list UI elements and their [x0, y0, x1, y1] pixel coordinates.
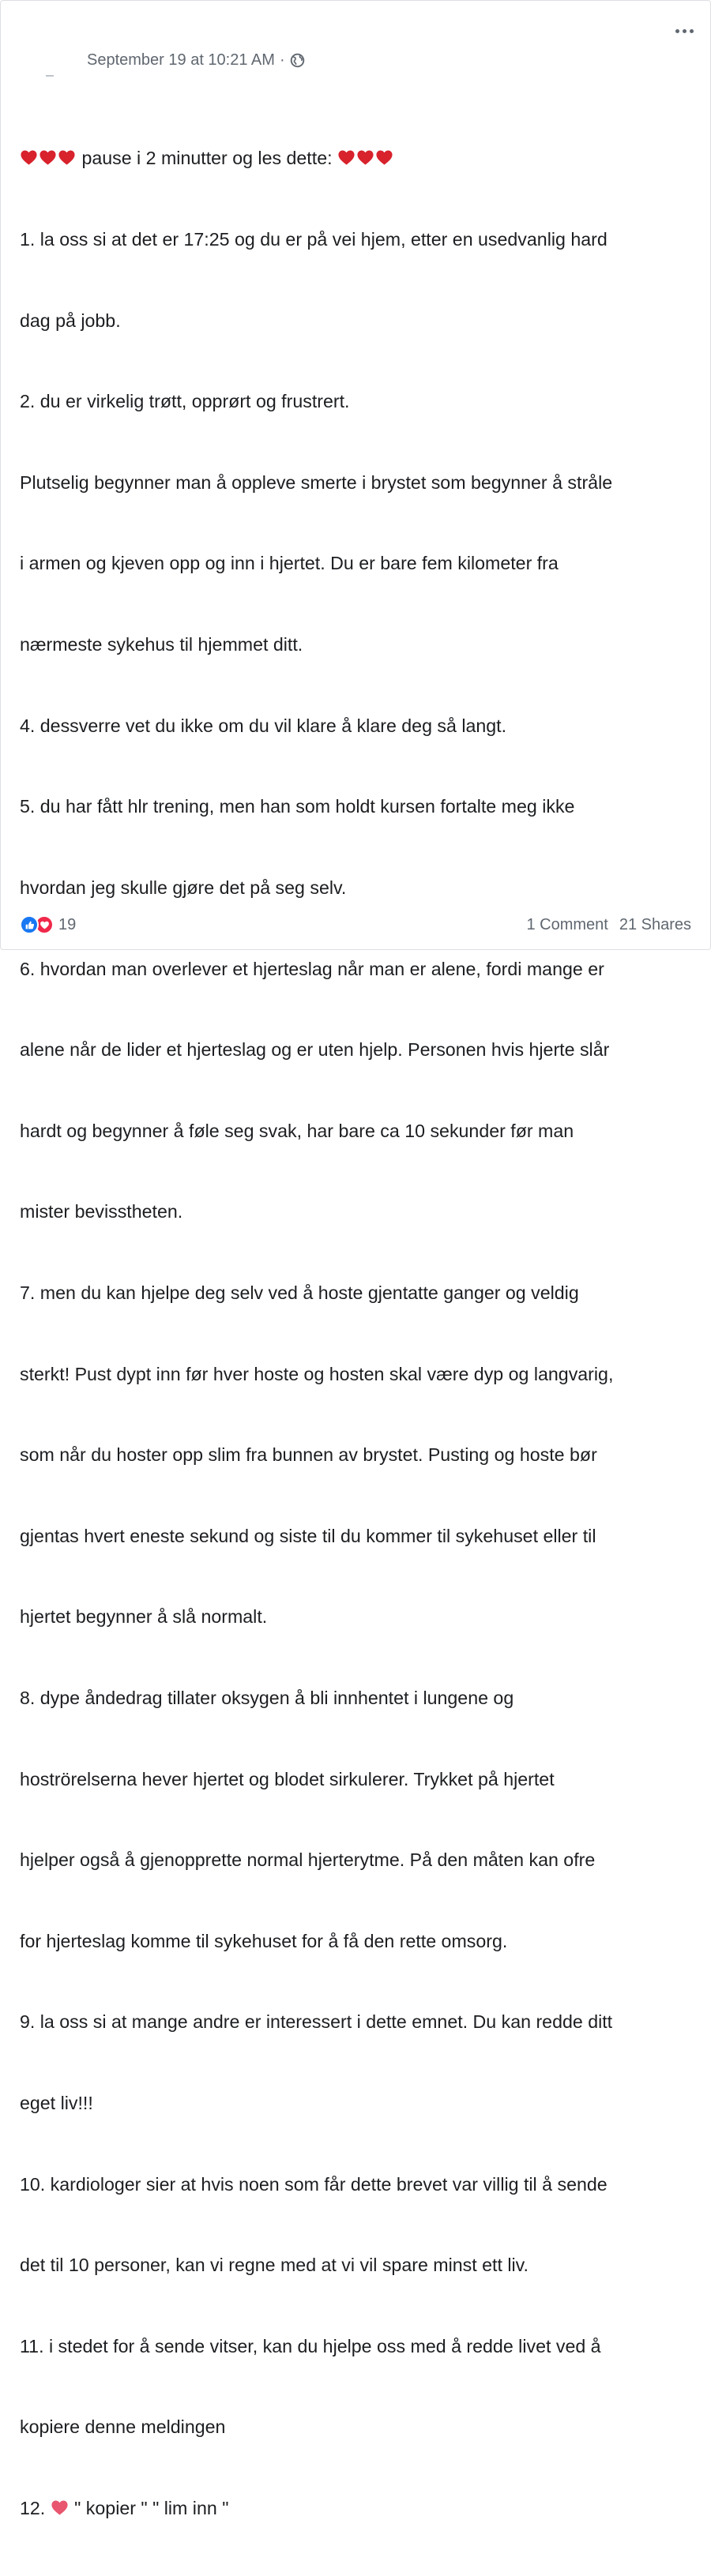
engagement-stats	[526, 916, 691, 934]
post-line: dag på jobb.	[20, 310, 121, 331]
more-options-icon[interactable]	[671, 21, 698, 40]
post-line: sterkt! Pust dypt inn før hver hoste og hosten skal være dyp og langvarig,	[20, 1363, 614, 1384]
post-line: mister bevisstheten.	[20, 1201, 183, 1222]
shares-link[interactable]: 21 Shares	[619, 915, 691, 933]
post-line: 2. du er virkelig trøtt, opprørt og frustrert.	[20, 391, 350, 412]
post-line: Plutselig begynner man å oppleve smerte i brystet som begynner å stråle	[20, 471, 613, 493]
heart-icon	[39, 148, 57, 167]
post-line: hvordan jeg skulle gjøre det på seg selv.	[20, 877, 347, 898]
post-line: det til 10 personer, kan vi regne med at vi vil spare minst ett liv.	[20, 2255, 529, 2276]
reaction-count: 19	[58, 915, 77, 933]
post-line: i armen og kjeven opp og inn i hjertet. Du er bare fem kilometer fra	[20, 553, 559, 574]
heart-icon	[58, 148, 76, 167]
post-timestamp[interactable]: September 19 at 10:21 AM	[87, 51, 275, 69]
post-line: 9. la oss si at mange andre er interessert i dette emnet. Du kan redde ditt	[20, 2011, 613, 2033]
meta-separator: ·	[279, 51, 285, 69]
last-line	[20, 2495, 691, 2522]
post-body	[20, 91, 691, 2576]
post-meta	[87, 51, 305, 69]
post-line: nærmeste sykehus til hjemmet ditt.	[20, 634, 303, 655]
post-line: 1. la oss si at det er 17:25 og du er på vei hjem, etter en usedvanlig hard	[20, 229, 608, 250]
heart-icon	[51, 2499, 69, 2517]
post-line: for hjerteslag komme til sykehuset for å få den rette omsorg.	[20, 1930, 508, 1951]
author-avatar[interactable]	[46, 75, 54, 77]
heart-icon	[356, 148, 374, 167]
post-line: hoströrelserna hever hjertet og blodet sirkulerer. Trykket på hjertet	[20, 1768, 555, 1789]
post-line: 5. du har fått hlr trening, men han som holdt kursen fortalte meg ikke	[20, 796, 575, 817]
post-line: 7. men du kan hjelpe deg selv ved å hoste gjentatte ganger og veldig	[20, 1282, 579, 1303]
comments-link[interactable]: 1 Comment	[526, 915, 608, 933]
intro-text: pause i 2 minutter og les dette:	[77, 148, 337, 169]
post-line: 4. dessverre vet du ikke om du vil klare å klare deg så langt.	[20, 715, 507, 736]
post-line: hjelper også å gjenopprette normal hjerterytme. På den måten kan ofre	[20, 1849, 596, 1871]
post-footer	[20, 912, 691, 937]
post-line: 10. kardiologer sier at hvis noen som får dette brevet var villig til å sende	[20, 2173, 608, 2195]
heart-icon	[375, 148, 393, 167]
last-line-prefix: 12.	[20, 2498, 51, 2519]
last-line-text: " kopier " " lim inn "	[69, 2498, 229, 2519]
post-line: alene når de lider et hjerteslag og er uten hjelp. Personen hvis hjerte slår	[20, 1039, 610, 1061]
reactions-summary[interactable]	[20, 915, 76, 934]
intro-line	[20, 145, 691, 171]
heart-icon	[337, 148, 356, 167]
post-line: 11. i stedet for å sende vitser, kan du hjelpe oss med å redde livet ved å	[20, 2335, 601, 2356]
globe-icon[interactable]	[290, 53, 305, 68]
like-icon	[20, 915, 39, 934]
post-line: hjertet begynner å slå normalt.	[20, 1606, 268, 1628]
post-line: 8. dype åndedrag tillater oksygen å bli innhentet i lungene og	[20, 1687, 514, 1708]
post-line: som når du hoster opp slim fra bunnen av brystet. Pusting og hoste bør	[20, 1444, 597, 1466]
post-line: hardt og begynner å føle seg svak, har bare ca 10 sekunder før man	[20, 1120, 574, 1141]
post-line: eget liv!!!	[20, 2093, 93, 2114]
post-line: 6. hvordan man overlever et hjerteslag når man er alene, fordi mange er	[20, 958, 604, 979]
post-line: kopiere denne meldingen	[20, 2416, 226, 2438]
heart-icon	[20, 148, 38, 167]
post-line: gjentas hvert eneste sekund og siste til du kommer til sykehuset eller til	[20, 1525, 596, 1546]
